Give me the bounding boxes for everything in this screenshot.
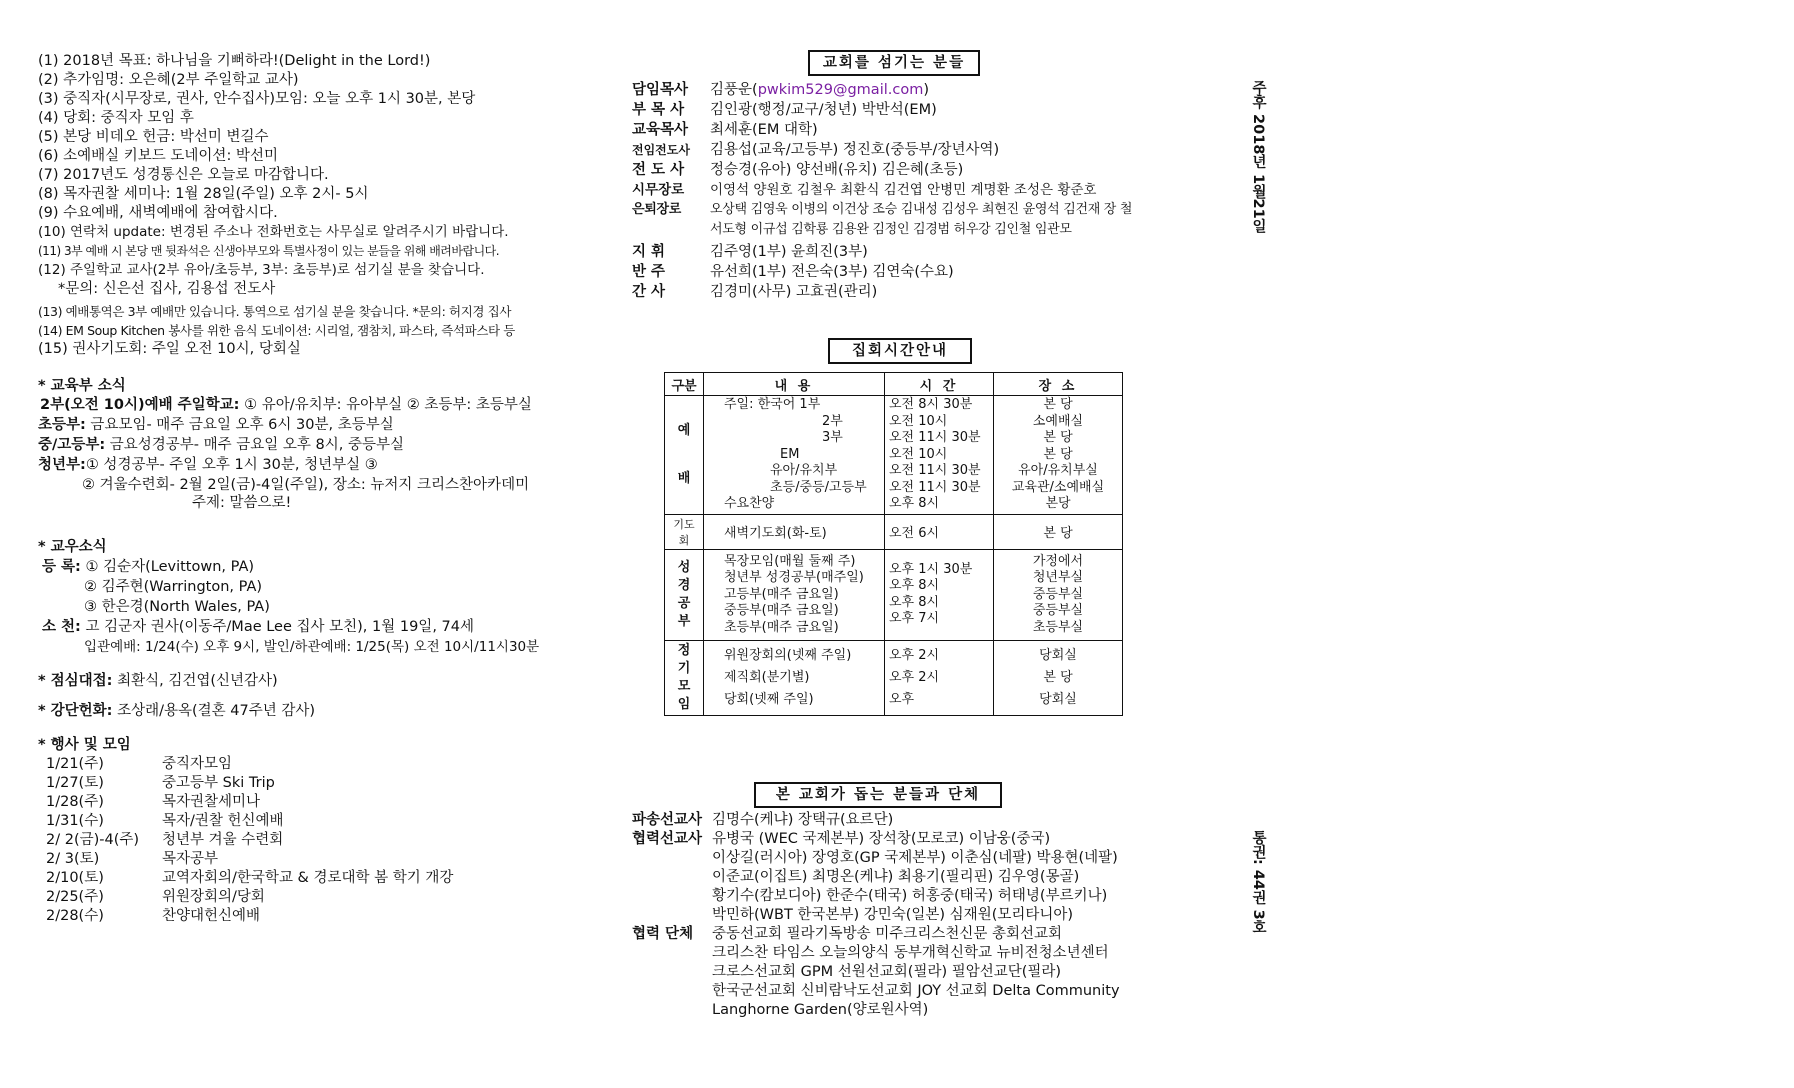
prayer-label: 기도회 xyxy=(665,514,704,549)
staff-row: 전임전도사 김용섭(교육/고등부) 정진호(중등부/장년사역) xyxy=(632,142,1000,158)
orgs-row: 한국군선교회 신비람낙도선교회 JOY 선교회 Delta Community xyxy=(712,983,1120,999)
study-content: 목장모임(매월 둘째 주) 청년부 성경공부(매주일) 고등부(매주 금요일) 중등부(매주 금요일) 초등부(매주 금요일) xyxy=(704,549,885,641)
passing-line: 소 천: 고 김군자 권사(이동주/Mae Lee 집사 모친), 1월 19일, 74세 xyxy=(42,619,474,635)
table-header-row xyxy=(665,373,1123,396)
partners-row: 황기수(캄보디아) 한준수(태국) 허홍중(태국) 허태녕(부르키나) xyxy=(712,888,1108,904)
funeral-line: 입관예배: 1/24(수) 오후 9시, 발인/하관예배: 1/25(목) 오전 10시/11시30분 xyxy=(84,639,540,655)
event-item: 1/27(토) 중고등부 Ski Trip xyxy=(46,775,275,791)
event-item: 1/31(수) 목자/권찰 헌신예배 xyxy=(46,813,284,829)
announcement-item: (10) 연락처 update: 변경된 주소나 전화번호는 사무실로 알려주시기 바랍니다. xyxy=(38,224,509,240)
staff-row: 간 사 김경미(사무) 고효권(관리) xyxy=(632,284,878,300)
event-item: 2/10(토) 교역자회의/한국학교 & 경로대학 봄 학기 개강 xyxy=(46,870,454,886)
header-place: 장 소 xyxy=(994,373,1123,396)
staff-row: 서도형 이규섭 김학룡 김용완 김정인 김경범 허우강 김인철 임관모 xyxy=(710,222,1072,237)
staff-row: 지 휘 김주영(1부) 윤희진(3부) xyxy=(632,244,868,260)
event-item: 2/28(수) 찬양대헌신예배 xyxy=(46,908,261,924)
church-info-column xyxy=(632,50,1202,1018)
table-row-prayer xyxy=(665,514,1123,549)
announcement-item: (11) 3부 예배 시 본당 맨 뒷좌석은 신생아부모와 특별사정이 있는 분들을 위해 배려바랍니다. xyxy=(38,244,500,258)
worship-content: 주일: 한국어 1부 2부 3부 EM 유아/유치부 초등/중등/고등부 수요찬양 xyxy=(704,396,885,515)
announcement-item: (3) 중직자(시무장로, 권사, 안수집사)모임: 오늘 오후 1시 30분, 본당 xyxy=(38,91,476,107)
announcement-item: (7) 2017년도 성경통신은 오늘로 마감합니다. xyxy=(38,167,329,183)
education-line: 2부(오전 10시)예배 주일학교: ① 유아/유치부: 유아부실 ② 초등부: 초등부실 xyxy=(40,397,532,413)
partners-row: 협력선교사 유병국 (WEC 국제본부) 장석창(모로코) 이남웅(중국) xyxy=(632,831,1051,847)
staff-row: 전 도 사 정승경(유아) 양선배(유치) 김은혜(초등) xyxy=(632,162,964,178)
worship-place: 본 당 소예배실 본 당 본 당 유아/유치부실 교육관/소예배실 본당 xyxy=(994,396,1123,515)
education-line: 중/고등부: 금요성경공부- 매주 금요일 오후 8시, 중등부실 xyxy=(38,437,404,453)
register-line: ③ 한은경(North Wales, PA) xyxy=(84,599,270,615)
bulletin-date: 주후 2018년 1월21일 xyxy=(1250,80,1266,234)
register-line: ② 김주현(Warrington, PA) xyxy=(84,579,263,595)
flowers-line: * 강단헌화: 조상래/용옥(결혼 47주년 감사) xyxy=(38,703,316,719)
study-label: 성 경 공 부 xyxy=(665,549,704,641)
announcement-item: (12) 주일학교 교사(2부 유아/초등부, 3부: 초등부)로 섬기실 분을 찾습니다. xyxy=(38,262,485,278)
schedule-table xyxy=(664,372,1123,716)
pastor-email: pwkim529@gmail.com xyxy=(757,82,924,98)
events-title: * 행사 및 모임 xyxy=(38,737,131,753)
support-title: 본 교회가 돕는 분들과 단체 xyxy=(754,782,1002,808)
event-item: 2/ 3(토) 목자공부 xyxy=(46,851,219,867)
staff-row: 은퇴장로 오상택 김영욱 이병의 이건상 조승 김내성 김성우 최현진 윤영석 김건재 장 철 xyxy=(632,202,1133,217)
education-line: 주제: 말씀으로! xyxy=(192,495,292,511)
announcement-item: (1) 2018년 목표: 하나님을 기뻐하라!(Delight in the Lord!) xyxy=(38,53,431,69)
staff-row: 시무장로 이영석 양원호 김철우 최환식 김건엽 안병민 계명환 조성은 황준호 xyxy=(632,182,1097,198)
meeting-place: 당회실 본 당 당회실 xyxy=(994,641,1123,716)
announcement-contact: *문의: 신은선 집사, 김용섭 전도사 xyxy=(58,281,276,297)
orgs-row: Langhorne Garden(양로원사역) xyxy=(712,1002,929,1018)
orgs-row: 협력 단체 중동선교회 필라기독방송 미주크리스천신문 총회선교회 xyxy=(632,926,1062,942)
staff-row: 담임목사 김풍운(pwkim529@gmail.com) xyxy=(632,82,929,98)
lunch-line: * 점심대접: 최환식, 김건엽(신년감사) xyxy=(38,673,278,689)
announcement-item: (8) 목자권찰 세미나: 1월 28일(주일) 오후 2시- 5시 xyxy=(38,186,369,202)
missionaries-row: 파송선교사 김명수(케냐) 장택규(요르단) xyxy=(632,812,894,828)
education-line: 청년부:① 성경공부- 주일 오후 1시 30분, 청년부실 ③ xyxy=(38,457,378,473)
announcements-column xyxy=(38,52,648,1012)
education-line: ② 겨울수련회- 2월 2일(금)-4일(주일), 장소: 뉴저지 크리스찬아카데미 xyxy=(82,477,530,493)
partners-row: 이준교(이집트) 최명온(케냐) 최용기(필리핀) 김우영(몽골) xyxy=(712,869,1080,885)
meeting-time: 오후 2시 오후 2시 오후 xyxy=(885,641,994,716)
event-item: 1/21(주) 중직자모임 xyxy=(46,756,233,772)
header-time: 시 간 xyxy=(885,373,994,396)
announcement-item: (13) 예배통역은 3부 예배만 있습니다. 통역으로 섬기실 분을 찾습니다. *문의: 허지경 집사 xyxy=(38,304,512,319)
staff-row: 반 주 유선희(1부) 전은숙(3부) 김연숙(수요) xyxy=(632,264,954,280)
announcement-item: (5) 본당 비데오 헌금: 박선미 변길수 xyxy=(38,129,269,145)
staff-row: 부 목 사 김인광(행정/교구/청년) 박반석(EM) xyxy=(632,102,937,118)
prayer-place: 본 당 xyxy=(994,514,1123,549)
staff-row: 교육목사 최세훈(EM 대학) xyxy=(632,122,818,138)
worship-label: 예 배 xyxy=(665,396,704,515)
event-item: 2/ 2(금)-4(주) 청년부 겨울 수련회 xyxy=(46,832,284,848)
register-line: 등 록: ① 김순자(Levittown, PA) xyxy=(42,559,255,575)
meeting-label: 정 기 모 임 xyxy=(665,641,704,716)
event-item: 2/25(주) 위원장회의/당회 xyxy=(46,889,265,905)
event-item: 1/28(주) 목자권찰세미나 xyxy=(46,794,261,810)
announcement-item: (2) 추가임명: 오은혜(2부 주일학교 교사) xyxy=(38,72,299,88)
header-content: 내 용 xyxy=(704,373,885,396)
bulletin-volume: 통권: 44권 3호 xyxy=(1250,830,1266,935)
orgs-row: 크리스찬 타임스 오늘의양식 동부개혁신학교 뉴비전청소년센터 xyxy=(712,945,1109,961)
study-time: 오후 1시 30분 오후 8시 오후 8시 오후 7시 xyxy=(885,549,994,641)
members-title: * 교우소식 xyxy=(38,539,107,555)
prayer-time: 오전 6시 xyxy=(885,514,994,549)
table-row-worship xyxy=(665,396,1123,515)
announcement-item: (15) 권사기도회: 주일 오전 10시, 당회실 xyxy=(38,341,301,357)
announcement-item: (4) 당회: 중직자 모임 후 xyxy=(38,110,194,126)
education-line: 초등부: 금요모임- 매주 금요일 오후 6시 30분, 초등부실 xyxy=(38,417,394,433)
announcement-item: (6) 소예배실 키보드 도네이션: 박선미 xyxy=(38,148,278,164)
staff-title: 교회를 섬기는 분들 xyxy=(808,50,980,76)
announcement-item: (14) EM Soup Kitchen 봉사를 위한 음식 도네이션: 시리얼, 잼참치, 파스타, 즉석파스타 등 xyxy=(38,323,515,338)
header-category: 구분 xyxy=(665,373,704,396)
table-row-meeting xyxy=(665,641,1123,716)
announcement-item: (9) 수요예배, 새벽예배에 참여합시다. xyxy=(38,205,278,221)
orgs-row: 크로스선교회 GPM 선원선교회(필라) 필암선교단(필라) xyxy=(712,964,1062,980)
partners-row: 이상길(러시아) 장영호(GP 국제본부) 이춘심(네팔) 박용현(네팔) xyxy=(712,850,1118,866)
study-place: 가정에서 청년부실 중등부실 중등부실 초등부실 xyxy=(994,549,1123,641)
worship-time: 오전 8시 30분 오전 10시 오전 11시 30분 오전 10시 오전 11시 30분 오전 11시 30분 오후 8시 xyxy=(885,396,994,515)
schedule-title: 집회시간안내 xyxy=(828,338,972,364)
education-title: * 교육부 소식 xyxy=(38,378,126,394)
table-row-study xyxy=(665,549,1123,641)
meeting-content: 위원장회의(넷째 주일) 제직회(분기별) 당회(넷째 주일) xyxy=(704,641,885,716)
prayer-content: 새벽기도회(화-토) xyxy=(704,514,885,549)
partners-row: 박민하(WBT 한국본부) 강민숙(일본) 심재원(모리타니아) xyxy=(712,907,1074,923)
